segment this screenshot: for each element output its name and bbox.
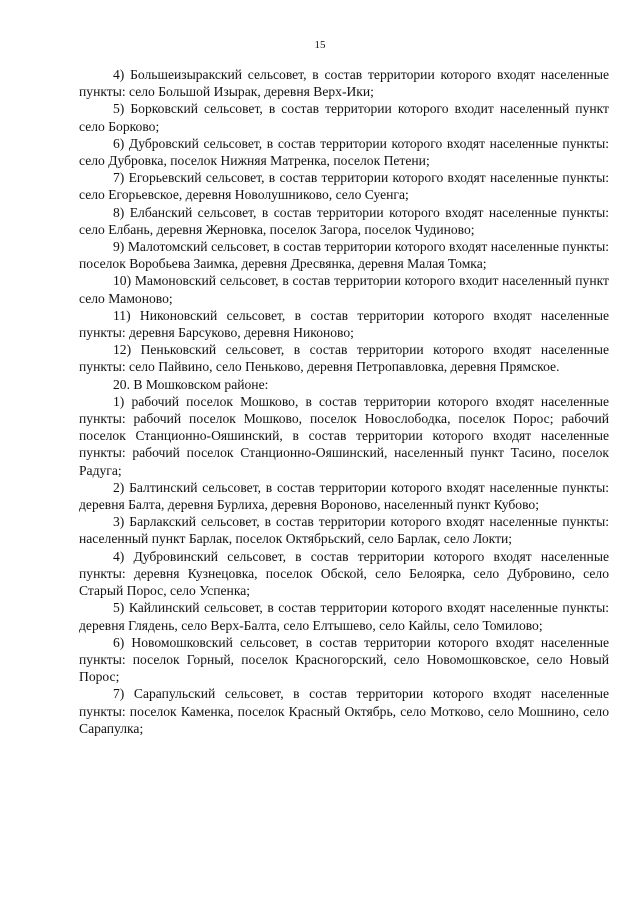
list-item: 7) Сарапульский сельсовет, в состав территории которого входят населенные пункты: поселок Каменка, поселок Красный Октябрь, село Мотково, село Мошнино, село Сарапулка; — [79, 686, 609, 736]
list-item: 12) Пеньковский сельсовет, в состав территории которого входят населенные пункты: село Пайвино, село Пеньково, деревня Петропавловка, деревня Прямское. — [79, 342, 609, 375]
list-item: 5) Борковский сельсовет, в состав территории которого входит населенный пункт село Борково; — [79, 101, 609, 134]
list-item: 5) Кайлинский сельсовет, в состав территории которого входят населенные пункты: деревня Глядень, село Верх-Балта, село Елтышево, село Кайлы, село Томилово; — [79, 600, 609, 633]
list-item: 8) Елбанский сельсовет, в состав территории которого входят населенные пункты: село Елбань, деревня Жерновка, поселок Загора, поселок Чудиново; — [79, 204, 609, 237]
document-body — [79, 66, 609, 737]
list-item: 1) рабочий поселок Мошково, в состав территории которого входят населенные пункты: рабочий поселок Мошково, поселок Новослободка, поселок Порос; рабочий поселок Станционно-Ояшинский, в состав территории которого входят населенные пункты: рабочий поселок Станционно-Ояшинский, населенный пункт Тасино, поселок Радуга; — [79, 393, 609, 478]
list-item: 6) Дубровский сельсовет, в состав территории которого входят населенные пункты: село Дубровка, поселок Нижняя Матренка, поселок Петени; — [79, 135, 609, 169]
section-heading: 20. В Мошковском районе: — [113, 376, 269, 392]
list-item: 2) Балтинский сельсовет, в состав территории которого входят населенные пункты: деревня Балта, деревня Бурлиха, деревня Вороново, населенный пункт Кубово; — [79, 479, 609, 513]
list-item: 4) Большеизыракский сельсовет, в состав территории которого входят населенные пункты: село Большой Изырак, деревня Верх-Ики; — [79, 67, 609, 100]
list-item: 7) Егорьевский сельсовет, в состав территории которого входят населенные пункты: село Егорьевское, деревня Новолушниково, село Суенга; — [79, 170, 609, 203]
list-item: 9) Малотомский сельсовет, в состав территории которого входят населенные пункты: поселок Воробьева Заимка, деревня Дресвянка, деревня Малая Томка; — [79, 239, 609, 272]
list-item: 10) Мамоновский сельсовет, в состав территории которого входит населенный пункт село Мамоново; — [79, 273, 609, 306]
list-item: 4) Дубровинский сельсовет, в состав территории которого входят населенные пункты: деревня Кузнецовка, поселок Обской, село Белоярка, село Дубровино, село Старый Порос, село Успенка; — [79, 548, 609, 599]
page-number: 15 — [314, 39, 326, 51]
list-item: 3) Барлакский сельсовет, в состав территории которого входят населенные пункты: населенный пункт Барлак, поселок Октябрьский, село Барлак, село Локти; — [79, 514, 609, 547]
list-item: 11) Никоновский сельсовет, в состав территории которого входят населенные пункты: деревня Барсуково, деревня Никоново; — [79, 307, 609, 341]
list-item: 6) Новомошковский сельсовет, в состав территории которого входят населенные пункты: поселок Горный, поселок Красногорский, село Новомошковское, село Новый Порос; — [79, 634, 609, 685]
